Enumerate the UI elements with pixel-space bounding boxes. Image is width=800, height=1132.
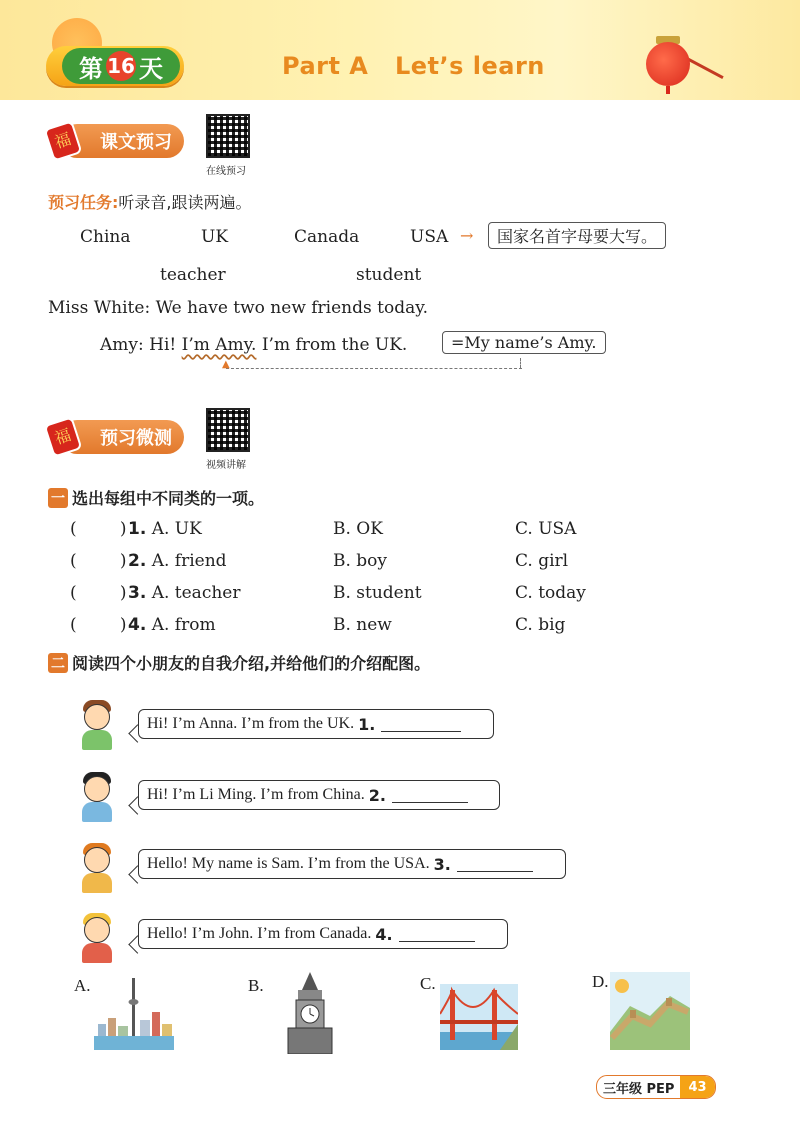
picture-label: B.	[248, 976, 264, 995]
option-a: A. from	[151, 615, 216, 635]
vocab-word: USA	[410, 227, 449, 247]
question-heading	[48, 651, 430, 674]
red-envelope-icon: 福	[43, 120, 82, 162]
answer-paren[interactable]: ( )	[70, 583, 127, 603]
dialogue-line: Miss White: We have two new friends today.	[48, 298, 428, 318]
option-c: C. today	[515, 583, 586, 603]
lantern-tassel-icon	[666, 86, 670, 94]
option-b: B. OK	[333, 519, 383, 539]
choice-item	[128, 519, 202, 539]
dialogue-highlight: I’m Amy.	[181, 335, 257, 355]
connector-line	[226, 368, 522, 369]
bubble-text: Hello! My name is Sam. I’m from the USA.	[147, 855, 430, 872]
question-heading	[48, 486, 264, 509]
blank-number: 1.	[358, 714, 376, 734]
blank-number: 2.	[368, 785, 386, 805]
qr-code-icon[interactable]	[206, 408, 250, 452]
cn-tower-skyline-icon	[94, 974, 174, 1054]
dialogue-rest: I’m from the UK.	[261, 335, 408, 355]
dialogue-line	[100, 335, 407, 355]
option-b: B. new	[333, 615, 392, 635]
day-suffix: 天	[139, 54, 163, 83]
dialogue-note: =My name’s Amy.	[442, 331, 606, 354]
task-label: 预习任务:	[48, 193, 119, 212]
day-prefix: 第	[79, 54, 103, 83]
great-wall-icon	[610, 972, 690, 1050]
choice-item	[128, 583, 240, 603]
arrow-up-icon: ▲	[222, 359, 230, 370]
speech-bubble	[138, 849, 566, 879]
qr-code-icon[interactable]	[206, 114, 250, 158]
question-title: 选出每组中不同类的一项。	[72, 489, 265, 508]
item-number: 2.	[128, 551, 147, 571]
lantern-icon	[646, 42, 690, 86]
answer-paren[interactable]: ( )	[70, 615, 127, 635]
girl-anna-icon	[80, 700, 116, 750]
arrow-right-icon: →	[460, 226, 474, 245]
grade-label: 三年级 PEP	[603, 1081, 675, 1097]
vocab-word: student	[356, 265, 422, 285]
bubble-text: Hi! I’m Anna. I’m from the UK.	[147, 715, 355, 732]
task-text: 听录音,跟读两遍。	[118, 193, 252, 212]
answer-blank[interactable]	[381, 717, 461, 732]
answer-blank[interactable]	[399, 927, 475, 942]
question-number: 一	[48, 488, 68, 508]
qr-label: 视频讲解	[206, 460, 246, 471]
vocab-word: China	[80, 227, 131, 247]
vocab-word: teacher	[160, 265, 226, 285]
option-c: C. USA	[515, 519, 577, 539]
boy-li-ming-icon	[80, 772, 116, 822]
golden-gate-bridge-icon	[440, 984, 518, 1050]
choice-item	[128, 551, 227, 571]
option-c: C. girl	[515, 551, 569, 571]
day-badge	[62, 48, 180, 84]
option-b: B. student	[333, 583, 422, 603]
boy-john-icon	[80, 913, 116, 963]
answer-paren[interactable]: ( )	[70, 519, 127, 539]
picture-label: D.	[592, 972, 609, 991]
red-envelope-icon: 福	[43, 416, 82, 458]
page-number: 43	[680, 1076, 714, 1098]
section-tag-label: 预习微测	[100, 428, 172, 449]
dialogue-speaker: Amy: Hi!	[100, 335, 177, 355]
blank-number: 4.	[375, 924, 393, 944]
speech-bubble	[138, 919, 508, 949]
bubble-text: Hello! I’m John. I’m from Canada.	[147, 925, 372, 942]
item-number: 4.	[128, 615, 147, 635]
speech-bubble	[138, 709, 494, 739]
day-number: 16	[106, 51, 136, 81]
option-a: A. friend	[151, 551, 227, 571]
vocab-word: Canada	[294, 227, 360, 247]
vocab-word: UK	[201, 227, 229, 247]
question-title: 阅读四个小朋友的自我介绍,并给他们的介绍配图。	[72, 654, 431, 673]
item-number: 3.	[128, 583, 147, 603]
vocab-note: 国家名首字母要大写。	[488, 222, 666, 249]
qr-label: 在线预习	[206, 166, 246, 177]
option-a: A. UK	[151, 519, 202, 539]
speech-bubble	[138, 780, 500, 810]
answer-paren[interactable]: ( )	[70, 551, 127, 571]
option-a: A. teacher	[151, 583, 241, 603]
choice-item	[128, 615, 216, 635]
answer-blank[interactable]	[392, 788, 468, 803]
connector-line-end	[520, 358, 521, 368]
option-b: B. boy	[333, 551, 388, 571]
answer-blank[interactable]	[457, 857, 533, 872]
option-c: C. big	[515, 615, 566, 635]
big-ben-icon	[280, 972, 340, 1054]
item-number: 1.	[128, 519, 147, 539]
boy-sam-icon	[80, 843, 116, 893]
picture-label: C.	[420, 974, 436, 993]
page-title: Part A Let’s learn	[282, 52, 545, 80]
section-tag-label: 课文预习	[100, 132, 172, 153]
preview-task	[48, 190, 252, 213]
question-number: 二	[48, 653, 68, 673]
picture-label: A.	[74, 976, 91, 995]
page-footer-badge	[596, 1075, 716, 1099]
blank-number: 3.	[433, 854, 451, 874]
bubble-text: Hi! I’m Li Ming. I’m from China.	[147, 786, 365, 803]
